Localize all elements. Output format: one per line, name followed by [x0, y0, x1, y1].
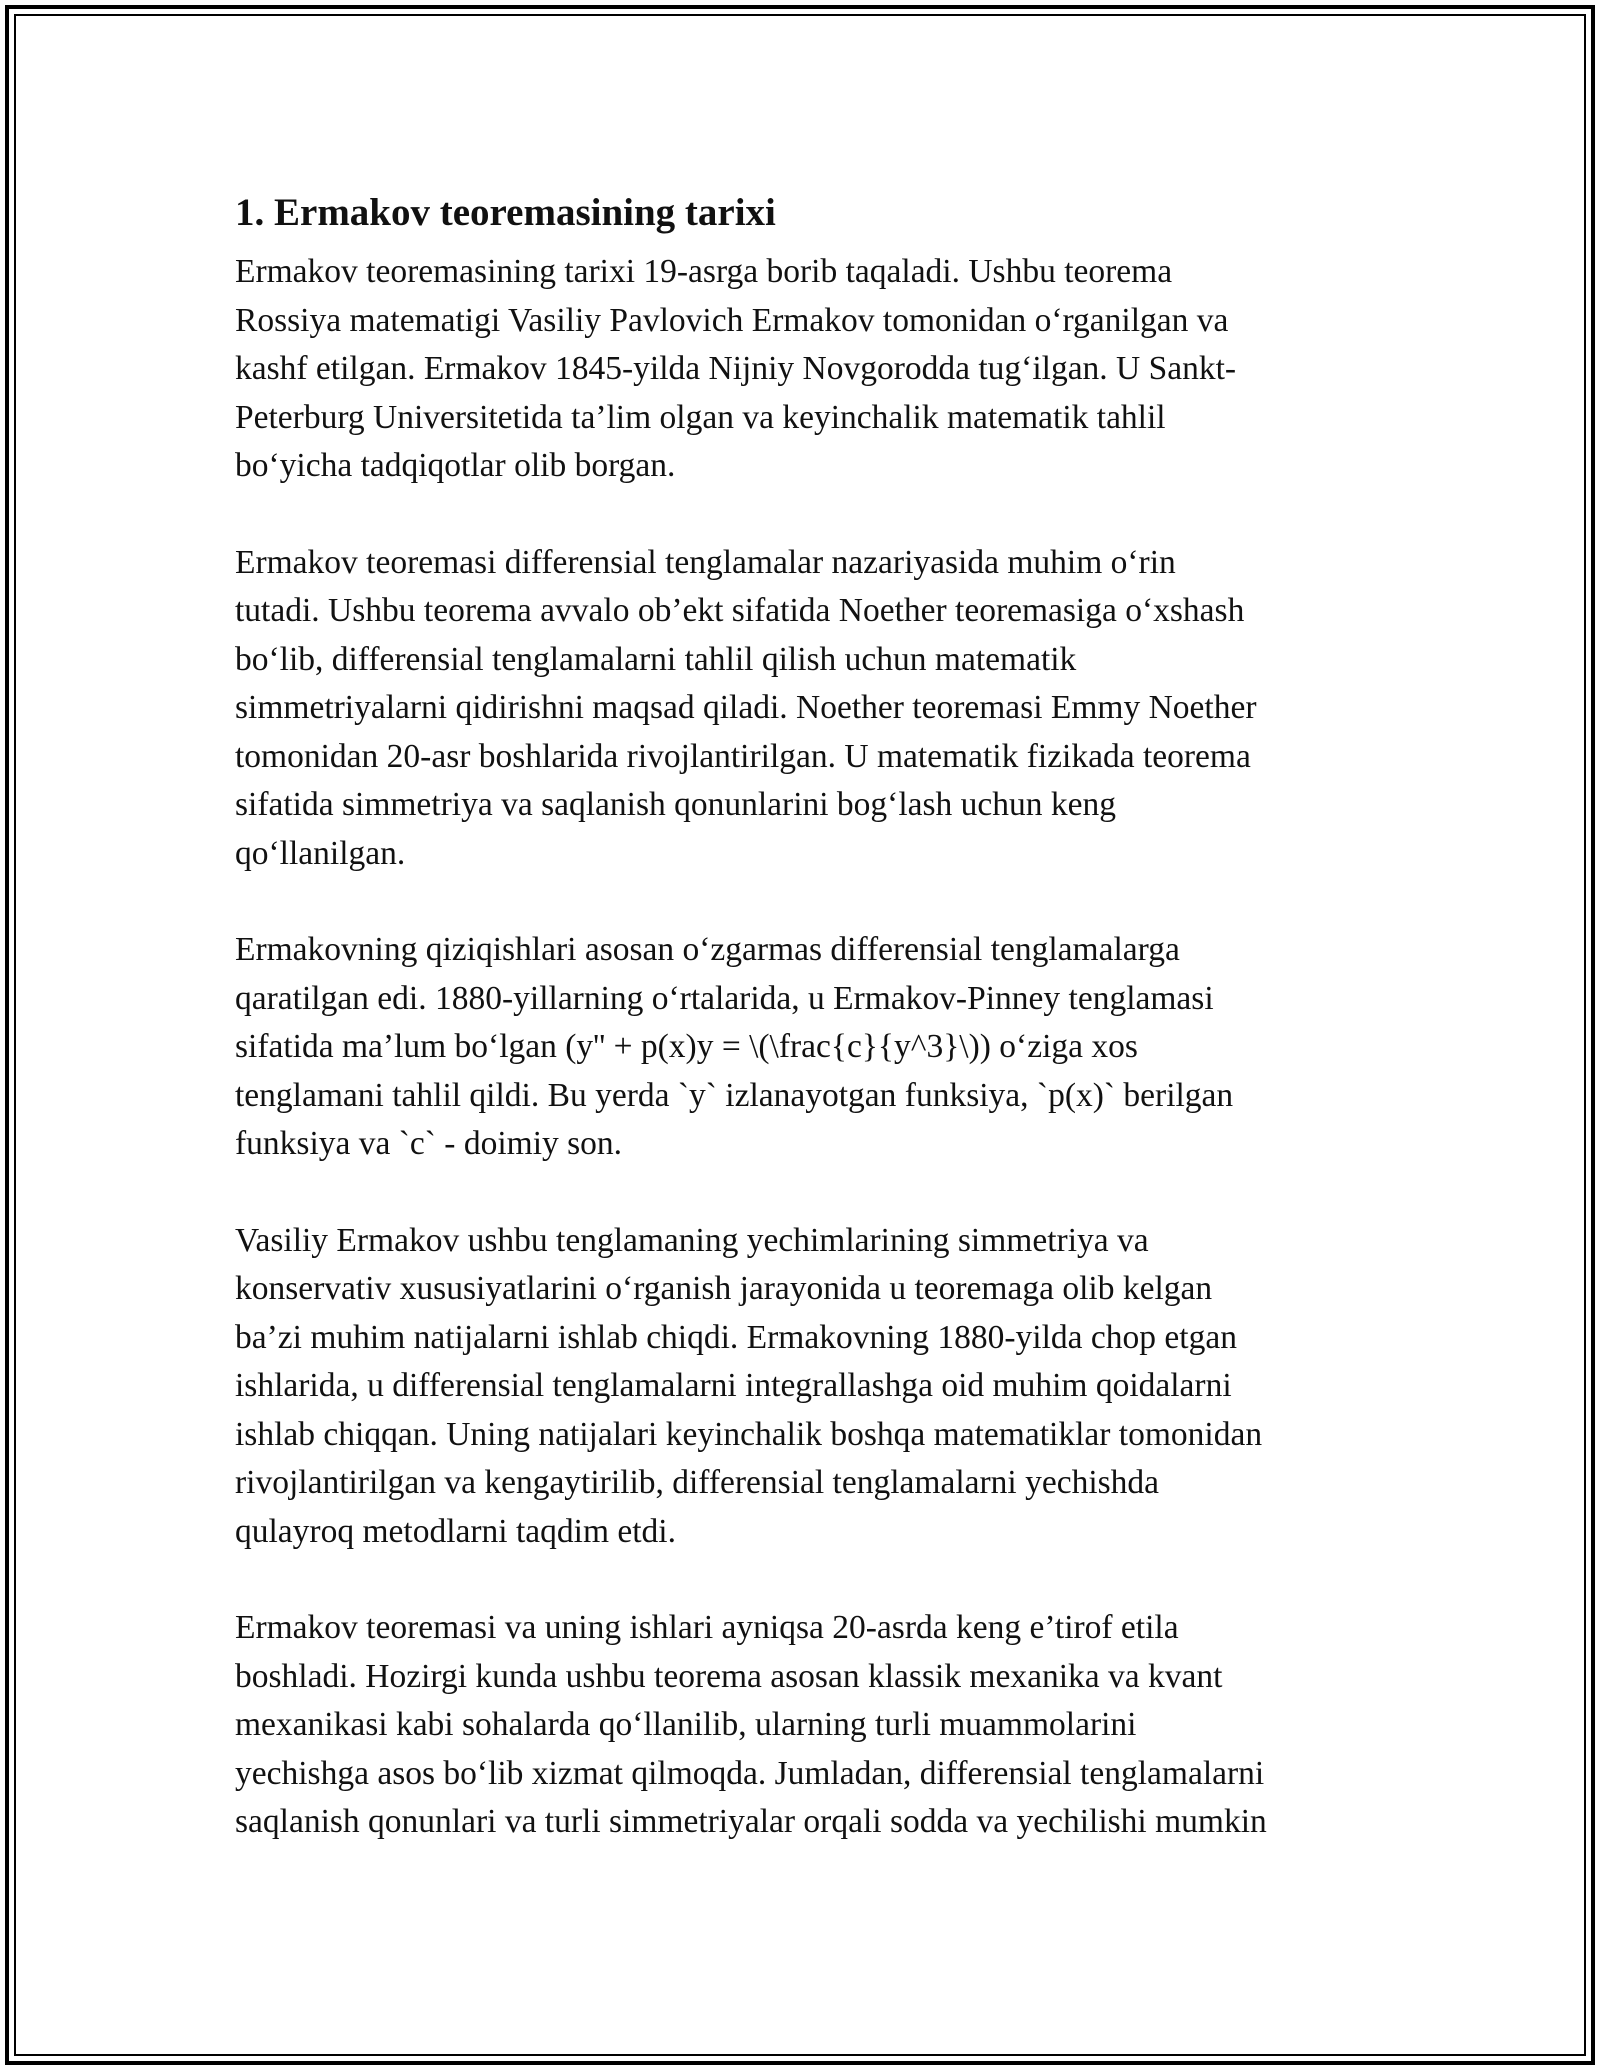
text-line: bo‘lib, differensial tenglamalarni tahlil qilish uchun matematik: [235, 640, 1077, 678]
text-line: tomonidan 20-asr boshlarida rivojlantirilgan. U matematik fizikada teorema: [235, 737, 1251, 775]
text-line: boshladi. Hozirgi kunda ushbu teorema asosan klassik mexanika va kvant: [235, 1657, 1223, 1695]
text-line: funksiya va `c` - doimiy son.: [235, 1125, 623, 1162]
text-line: tutadi. Ushbu teorema avvalo ob’ekt sifatida Noether teoremasiga o‘xshash: [235, 592, 1245, 629]
text-line: konservativ xususiyatlarini o‘rganish jarayonida u teoremaga olib kelgan: [235, 1270, 1213, 1307]
text-line: ishlarida, u differensial tenglamalarni integrallashga oid muhim qoidalarni: [235, 1367, 1232, 1404]
text-line: Ermakov teoremasining tarixi 19-asrga borib taqaladi. Ushbu teorema: [235, 253, 1173, 290]
text-line: ishlab chiqqan. Uning natijalari keyinchalik boshqa matematiklar tomonidan: [235, 1415, 1263, 1453]
text-line: qulayroq metodlarni taqdim etdi.: [235, 1512, 676, 1550]
paragraph-1: [235, 248, 1375, 491]
text-line: Ermakovning qiziqishlari asosan o‘zgarmas differensial tenglamalarga: [235, 931, 1180, 968]
text-line: tenglamani tahlil qildi. Bu yerda `y` izlanayotgan funksiya, `p(x)` berilgan: [235, 1076, 1234, 1114]
text-line: kashf etilgan. Ermakov 1845-yilda Nijniy Novgorodda tug‘ilgan. U Sankt-: [235, 350, 1237, 387]
text-line: sifatida ma’lum bo‘lgan (y'' + p(x)y = \(\frac{c}{y^3}\)) o‘ziga xos: [235, 1028, 1138, 1065]
text-line: Peterburg Universitetida ta’lim olgan va keyinchalik matematik tahlil: [235, 398, 1166, 436]
text-line: Ermakov teoremasi va uning ishlari ayniqsa 20-asrda keng e’tirof etila: [235, 1609, 1179, 1646]
text-line: ba’zi muhim natijalarni ishlab chiqdi. Ermakovning 1880-yilda chop etgan: [235, 1318, 1237, 1356]
text-line: Ermakov teoremasi differensial tenglamalar nazariyasida muhim o‘rin: [235, 543, 1176, 581]
text-line: rivojlantirilgan va kengaytirilib, differensial tenglamalarni yechishda: [235, 1464, 1160, 1501]
section-heading: 1. Ermakov teoremasining tarixi: [235, 191, 776, 234]
text-line: yechishga asos bo‘lib xizmat qilmoqda. Jumladan, differensial tenglamalarni: [235, 1754, 1265, 1792]
document-body: [235, 188, 1375, 1895]
text-line: mexanikasi kabi sohalarda qo‘llanilib, ularning turli muammolarini: [235, 1706, 1137, 1743]
text-line: qaratilgan edi. 1880-yillarning o‘rtalarida, u Ermakov-Pinney tenglamasi: [235, 979, 1214, 1017]
text-line: sifatida simmetriya va saqlanish qonunlarini bog‘lash uchun keng: [235, 786, 1117, 823]
text-line: simmetriyalarni qidirishni maqsad qiladi. Noether teoremasi Emmy Noether: [235, 689, 1257, 726]
paragraph-3: [235, 926, 1375, 1169]
text-line: bo‘yicha tadqiqotlar olib borgan.: [235, 447, 676, 484]
paragraph-4: [235, 1217, 1375, 1557]
text-line: Rossiya matematigi Vasiliy Pavlovich Ermakov tomonidan o‘rganilgan va: [235, 301, 1229, 339]
text-line: qo‘llanilgan.: [235, 834, 406, 872]
text-line: saqlanish qonunlari va turli simmetriyalar orqali sodda va yechilishi mumkin: [235, 1803, 1267, 1840]
paragraph-2: [235, 539, 1375, 879]
text-line: Vasiliy Ermakov ushbu tenglamaning yechimlarining simmetriya va: [235, 1221, 1149, 1259]
paragraph-5: [235, 1604, 1375, 1847]
